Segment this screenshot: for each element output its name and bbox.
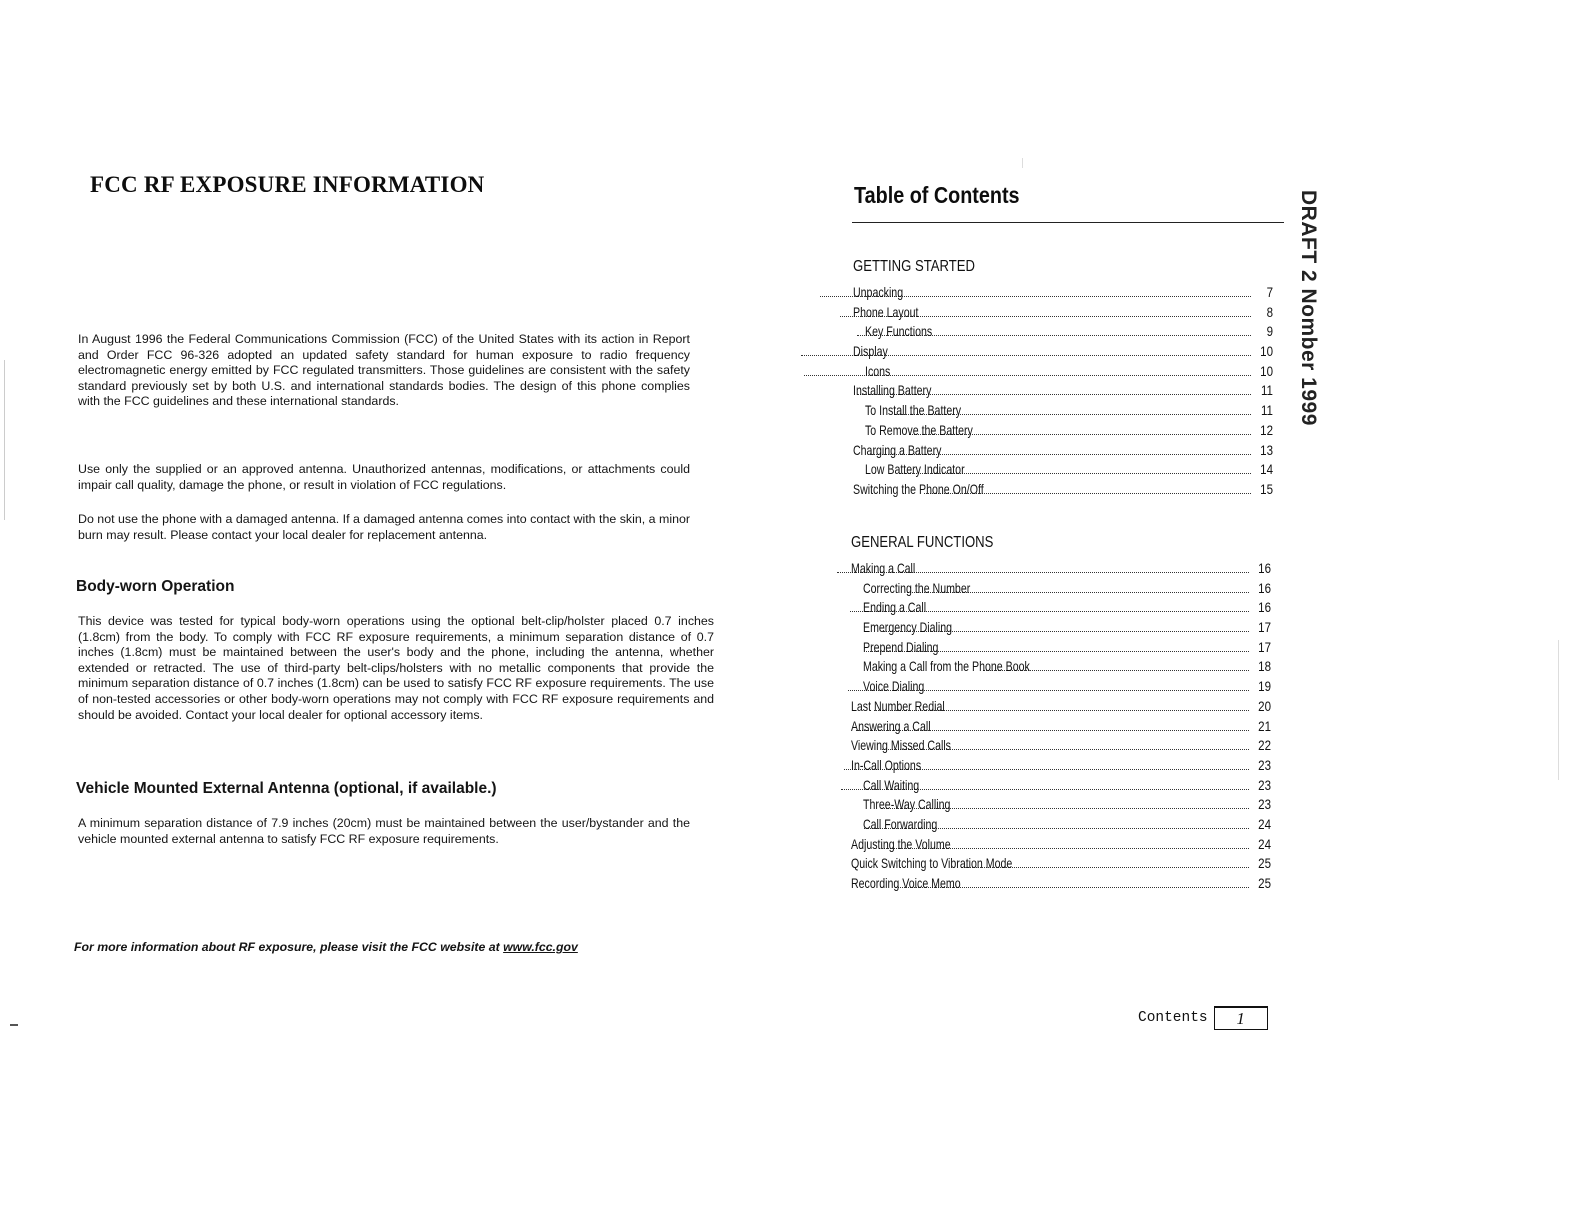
fcc-intro-paragraph: In August 1996 the Federal Communications Commission (FCC) of the United States with its action in Report and Order FCC 96-326 adopted an updated safety standard for human exposure to radio frequency electromagnetic energy emitted by FCC regulated transmitters. Those guidelines are consistent with the safety standard previously set by both U.S. and international standards bodies. The design of this phone complies with the FCC guidelines and these international standards.: [78, 332, 690, 409]
toc-entry-label: In-Call Options: [851, 757, 922, 773]
toc-entry-label: Key Functions: [865, 324, 933, 340]
toc-entry-page: 10: [1260, 344, 1273, 360]
toc-entry-page: 23: [1258, 777, 1271, 793]
toc-entry-label: Installing Battery: [853, 383, 932, 399]
toc-entry[interactable]: [851, 640, 1271, 660]
toc-entry-label: Voice Dialing: [863, 679, 925, 695]
page-number-box: [1214, 1006, 1268, 1030]
toc-entry-page: 17: [1258, 620, 1271, 636]
toc-entry[interactable]: [853, 364, 1273, 384]
toc-entry[interactable]: [853, 285, 1273, 305]
toc-entry-label: Last Number Redial: [851, 698, 945, 714]
toc-entry-label: Prepend Dialing: [863, 639, 939, 655]
toc-entry-page: 16: [1258, 580, 1271, 596]
toc-entry-page: 24: [1258, 836, 1271, 852]
toc-entry-page: 16: [1258, 600, 1271, 616]
page-number: 1: [1236, 1008, 1245, 1028]
scan-margin-line: [1558, 640, 1559, 780]
toc-entry[interactable]: [851, 837, 1271, 857]
toc-entry-page: 11: [1260, 383, 1273, 399]
toc-entry-label: Making a Call: [851, 561, 916, 576]
toc-entry[interactable]: [851, 758, 1271, 778]
scan-speck: [1022, 158, 1023, 168]
toc-entry-label: Correcting the Number: [863, 580, 971, 596]
toc-entry[interactable]: [853, 383, 1273, 403]
toc-entry-label: Making a Call from the Phone Book: [863, 659, 1030, 675]
toc-entry-page: 25: [1258, 856, 1271, 872]
toc-entry-page: 24: [1258, 816, 1271, 832]
vehicle-antenna-paragraph: A minimum separation distance of 7.9 inches (20cm) must be maintained between the user/bystander and the vehicle mounted external antenna to satisfy FCC RF exposure requirements.: [78, 816, 690, 846]
toc-entry[interactable]: [851, 699, 1271, 719]
toc-entry-label: Answering a Call: [851, 718, 931, 734]
toc-entry-page: 23: [1258, 797, 1271, 813]
toc-entry-label: To Remove the Battery: [865, 422, 973, 438]
toc-section-title: GENERAL FUNCTIONS: [851, 534, 994, 551]
body-worn-paragraph: This device was tested for typical body-worn operations using the optional belt-clip/holster placed 0.7 inches (1.8cm) from the body. To comply with FCC RF exposure requirements, a minimum separation distance of 0.7 inches (1.8cm) must be maintained between the user's body and the phone, including the antenna, whether extended or retracted. The use of third-party belt-clips/holsters with no metallic components that provide the minimum separation distance of 0.7 inches (1.8cm) can be used to satisfy FCC RF exposure requirements. The use of non-tested accessories or other body-worn operations may not comply with FCC RF exposure requirements and should be avoided. Contact your local dealer for optional accessory items.: [78, 614, 714, 722]
toc-entry[interactable]: [851, 620, 1271, 640]
rf-footer-note: [74, 940, 578, 954]
draft-stamp: DRAFT 2 Nomber 1999: [1297, 190, 1320, 426]
fcc-website-link[interactable]: www.fcc.gov: [503, 940, 578, 954]
scan-speck: [10, 1024, 18, 1026]
toc-entry-page: 16: [1258, 561, 1271, 576]
toc-entry[interactable]: [851, 600, 1271, 620]
toc-entry-page: 20: [1258, 698, 1271, 714]
toc-entry-page: 19: [1258, 679, 1271, 695]
rf-footer-text: For more information about RF exposure, please visit the FCC website at: [74, 940, 504, 954]
toc-entry[interactable]: [851, 856, 1271, 876]
toc-entry-label: Call Forwarding: [863, 816, 938, 832]
toc-entry-label: Charging a Battery: [853, 442, 942, 458]
contents-page-footer: [1138, 1006, 1268, 1030]
toc-entry-label: Three-Way Calling: [863, 797, 951, 813]
toc-entry[interactable]: [851, 778, 1271, 798]
contents-footer-label: Contents: [1138, 1010, 1208, 1026]
toc-entry[interactable]: [853, 403, 1273, 423]
toc-list: [853, 285, 1273, 502]
toc-entry[interactable]: [853, 423, 1273, 443]
toc-entry[interactable]: [853, 344, 1273, 364]
toc-entry-page: 21: [1258, 718, 1271, 734]
toc-entry[interactable]: [851, 738, 1271, 758]
toc-entry-page: 17: [1258, 639, 1271, 655]
toc-entry-label: Viewing Missed Calls: [851, 738, 951, 754]
toc-entry[interactable]: [853, 305, 1273, 325]
toc-entry-label: Icons: [865, 363, 891, 379]
toc-entry-page: 11: [1260, 403, 1273, 419]
toc-entry-page: 15: [1260, 481, 1273, 497]
toc-entry[interactable]: [853, 482, 1273, 502]
toc-entry-page: 23: [1258, 757, 1271, 773]
toc-entry-page: 14: [1260, 462, 1273, 478]
toc-entry-label: Phone Layout: [853, 304, 919, 320]
toc-entry[interactable]: [851, 561, 1271, 581]
toc-entry-label: Ending a Call: [863, 600, 927, 616]
toc-entry-page: 25: [1258, 876, 1271, 891]
toc-entry-page: 7: [1266, 285, 1273, 300]
toc-entry[interactable]: [851, 876, 1271, 896]
toc-list: [851, 561, 1271, 896]
table-of-contents-page: [760, 0, 1584, 1212]
toc-entry[interactable]: [851, 581, 1271, 601]
toc-entry-page: 12: [1260, 422, 1273, 438]
toc-entry-label: Quick Switching to Vibration Mode: [851, 856, 1013, 872]
toc-section-title: GETTING STARTED: [853, 258, 975, 275]
toc-entry-label: Unpacking: [853, 285, 904, 300]
toc-entry-label: Display: [853, 344, 888, 360]
vehicle-antenna-heading: Vehicle Mounted External Antenna (optional, if available.): [76, 780, 497, 797]
toc-entry[interactable]: [851, 817, 1271, 837]
toc-entry-page: 18: [1258, 659, 1271, 675]
toc-entry-label: Recording Voice Memo: [851, 876, 961, 891]
toc-entry-label: Low Battery Indicator: [865, 462, 965, 478]
toc-entry[interactable]: [853, 462, 1273, 482]
toc-entry[interactable]: [853, 443, 1273, 463]
toc-entry-page: 9: [1266, 324, 1273, 340]
toc-entry-page: 13: [1260, 442, 1273, 458]
body-worn-heading: Body-worn Operation: [76, 578, 235, 595]
toc-entry-label: Emergency Dialing: [863, 620, 952, 636]
toc-entry-label: Adjusting the Volume: [851, 836, 951, 852]
toc-entry-page: 8: [1266, 304, 1273, 320]
fcc-rf-page: [0, 0, 760, 1212]
toc-entry[interactable]: [851, 797, 1271, 817]
antenna-paragraph: Use only the supplied or an approved antenna. Unauthorized antennas, modifications, or attachments could impair call quality, damage the phone, or result in violation of FCC regulations.: [78, 462, 690, 492]
damaged-antenna-paragraph: Do not use the phone with a damaged antenna. If a damaged antenna comes into contact with the skin, a minor burn may result. Please contact your local dealer for replacement antenna.: [78, 512, 690, 542]
toc-title: Table of Contents: [854, 182, 1020, 208]
toc-entry-label: Call Waiting: [863, 777, 920, 793]
toc-title-rule: [852, 222, 1284, 223]
toc-entry-page: 10: [1260, 363, 1273, 379]
toc-entry-label: Switching the Phone On/Off: [853, 481, 984, 497]
toc-entry-page: 22: [1258, 738, 1271, 754]
toc-entry-label: To Install the Battery: [865, 403, 962, 419]
toc-entry[interactable]: [851, 679, 1271, 699]
toc-entry[interactable]: [851, 659, 1271, 679]
toc-entry[interactable]: [851, 719, 1271, 739]
fcc-title: FCC RF EXPOSURE INFORMATION: [90, 172, 485, 197]
toc-section-general-functions: [851, 530, 1271, 896]
toc-entry[interactable]: [853, 324, 1273, 344]
toc-section-getting-started: [853, 254, 1273, 502]
scan-margin-line: [4, 360, 5, 520]
